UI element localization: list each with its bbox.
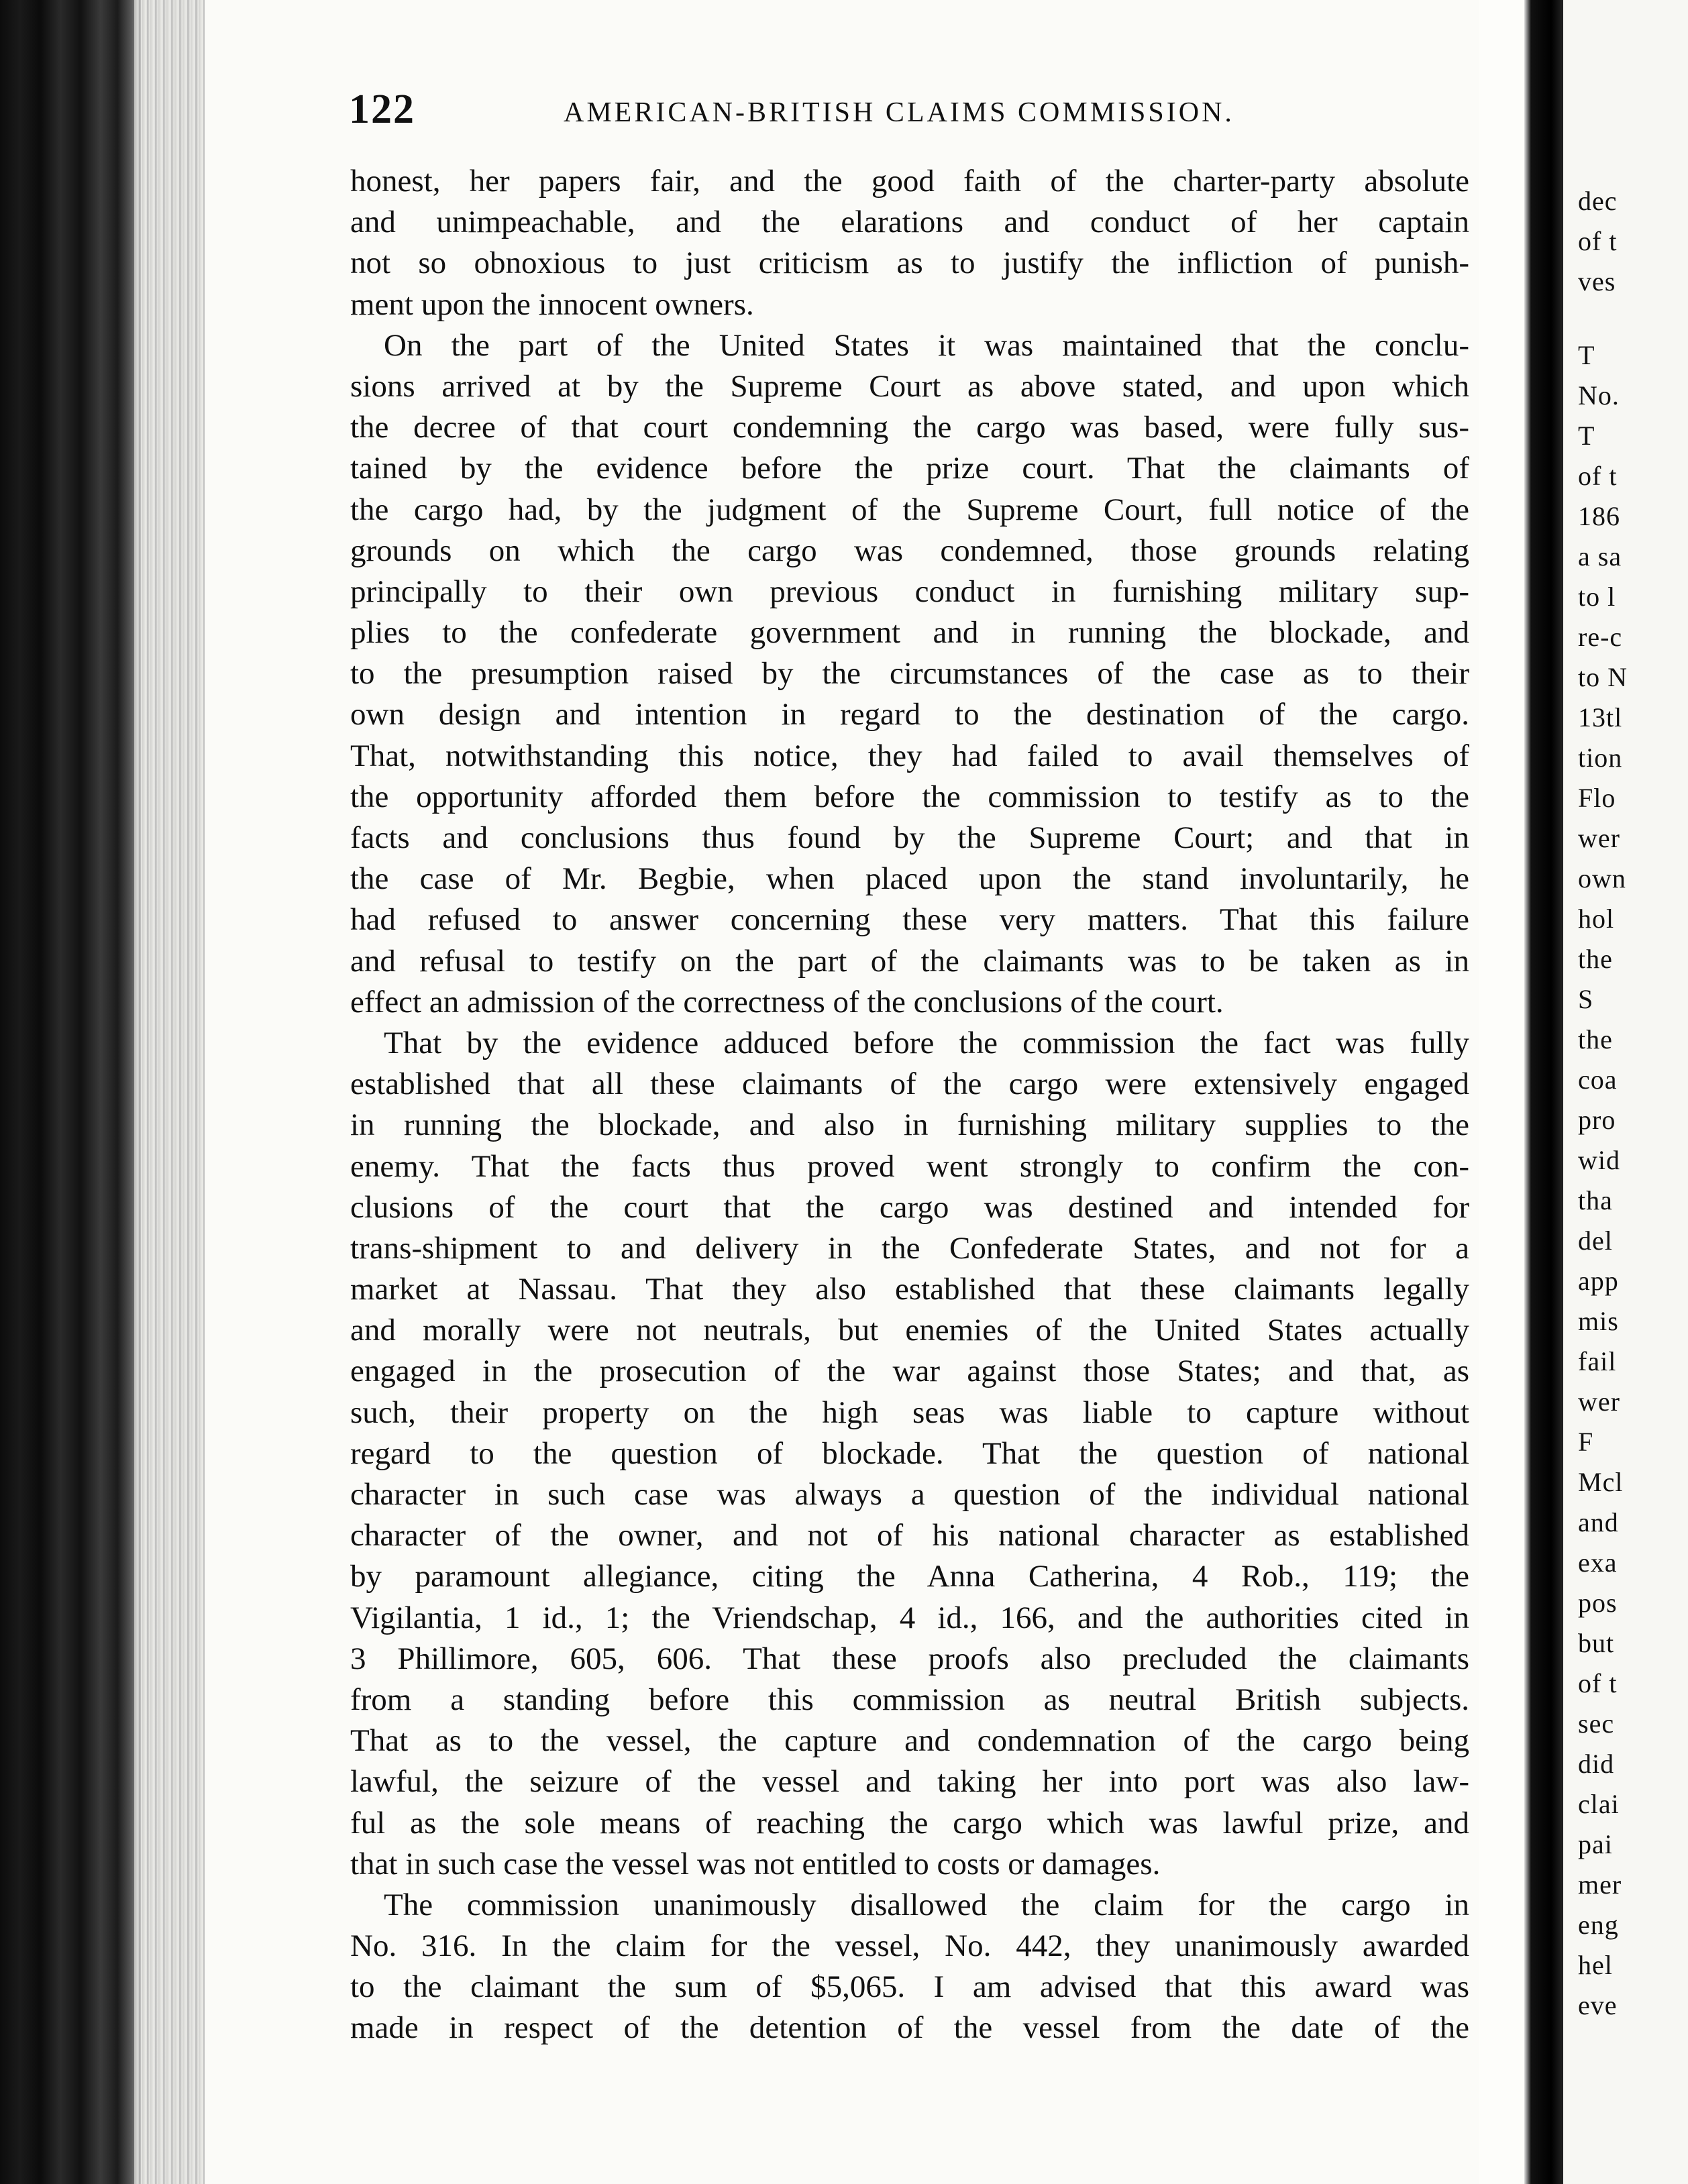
text-line: On the part of the United States it was maintained that the conclu- xyxy=(384,327,1469,363)
text-line: and morally were not neutrals, but enemies of the United States actually xyxy=(350,1313,1469,1348)
running-head xyxy=(349,86,1449,133)
text-line: and unimpeachable, and the elarations and conduct of her captain xyxy=(350,205,1469,240)
text-line: ment upon the innocent owners. xyxy=(350,286,754,322)
text-line: character in such case was always a question of the individual national xyxy=(350,1477,1469,1512)
facing-page-text-fragment: Mcl xyxy=(1578,1467,1624,1497)
text-line: in running the blockade, and also in furnishing military supplies to the xyxy=(350,1107,1469,1143)
text-line: market at Nassau. That they also established that these claimants legally xyxy=(350,1272,1469,1307)
text-line: effect an admission of the correctness of the conclusions of the court. xyxy=(350,984,1224,1020)
facing-page-text-fragment: No. xyxy=(1578,380,1620,411)
facing-page-text-fragment: Flo xyxy=(1578,783,1616,813)
facing-page-text-fragment: exa xyxy=(1578,1547,1618,1578)
facing-page-text-fragment: F xyxy=(1578,1427,1594,1457)
text-line: to the claimant the sum of $5,065. I am advised that this award was xyxy=(350,1969,1469,2005)
facing-page-text-fragment: tion xyxy=(1578,743,1623,773)
facing-page-text-fragment: tha xyxy=(1578,1185,1613,1215)
text-line: own design and intention in regard to the destination of the cargo. xyxy=(350,697,1469,732)
facing-page-text-fragment: app xyxy=(1578,1266,1619,1296)
text-line: ful as the sole means of reaching the cargo which was lawful prize, and xyxy=(350,1805,1469,1841)
facing-page-text-fragment: T xyxy=(1578,421,1595,451)
facing-page-text-fragment: S xyxy=(1578,984,1594,1014)
text-line: plies to the confederate government and in running the blockade, and xyxy=(350,615,1469,651)
text-line: character of the owner, and not of his national character as established xyxy=(350,1518,1469,1553)
text-line: lawful, the seizure of the vessel and taking her into port was also law- xyxy=(350,1764,1469,1800)
text-line: The commission unanimously disallowed the claim for the cargo in xyxy=(384,1887,1469,1922)
facing-page-text-fragment: of t xyxy=(1578,226,1618,256)
facing-page-text-fragment: re-c xyxy=(1578,622,1623,652)
facing-page-text-fragment: pai xyxy=(1578,1829,1613,1859)
text-line: the decree of that court condemning the cargo was based, were fully sus- xyxy=(350,410,1469,445)
text-line: the case of Mr. Begbie, when placed upon the stand involuntarily, he xyxy=(350,861,1469,897)
facing-page-text-fragment: of t xyxy=(1578,1668,1618,1698)
facing-page-text-fragment: wid xyxy=(1578,1145,1620,1175)
facing-page-text-fragment: pos xyxy=(1578,1588,1618,1618)
text-line: tained by the evidence before the prize court. That the claimants of xyxy=(350,451,1469,486)
facing-page-text-fragment: own xyxy=(1578,863,1626,893)
book-binding-edge xyxy=(0,0,141,2184)
text-line: the opportunity afforded them before the commission to testify as to the xyxy=(350,779,1469,814)
text-line: had refused to answer concerning these very matters. That this failure xyxy=(350,902,1469,938)
text-line: principally to their own previous conduct in furnishing military sup- xyxy=(350,574,1469,609)
facing-page-text-fragment: fail xyxy=(1578,1346,1617,1376)
text-line: That by the evidence adduced before the commission the fact was fully xyxy=(384,1025,1469,1060)
facing-page-text-fragment: mer xyxy=(1578,1869,1622,1900)
text-line: established that all these claimants of the cargo were extensively engaged xyxy=(350,1067,1469,1102)
text-line: by paramount allegiance, citing the Anna Catherina, 4 Rob., 119; the xyxy=(350,1559,1469,1594)
text-line: clusions of the court that the cargo was destined and intended for xyxy=(350,1189,1469,1225)
text-line: That as to the vessel, the capture and condemnation of the cargo being xyxy=(350,1723,1469,1759)
facing-page-text-fragment: ves xyxy=(1578,266,1616,296)
running-head-title: AMERICAN-BRITISH CLAIMS COMMISSION. xyxy=(564,97,1234,128)
facing-page-fragment xyxy=(1563,0,1688,2184)
text-line: Vigilantia, 1 id., 1; the Vriendschap, 4 id., 166, and the authorities cited in xyxy=(350,1600,1469,1635)
facing-page-text-fragment: 186 xyxy=(1578,501,1620,531)
facing-page-text-fragment: the xyxy=(1578,1024,1613,1054)
text-line: such, their property on the high seas was liable to capture without xyxy=(350,1395,1469,1430)
text-line: engaged in the prosecution of the war against those States; and that, as xyxy=(350,1354,1469,1389)
facing-page-text-fragment: to N xyxy=(1578,662,1628,692)
facing-page-text-fragment: eve xyxy=(1578,1990,1618,2020)
text-line: No. 316. In the claim for the vessel, No. 442, they unanimously awarded xyxy=(350,1928,1469,1964)
text-line: regard to the question of blockade. That the question of national xyxy=(350,1435,1469,1471)
text-line: from a standing before this commission as neutral British subjects. xyxy=(350,1682,1469,1717)
facing-page-text-fragment: sec xyxy=(1578,1708,1615,1739)
facing-page-text-fragment: did xyxy=(1578,1749,1615,1779)
body-text xyxy=(350,161,1469,2049)
facing-page-text-fragment: mis xyxy=(1578,1306,1619,1336)
page-stack-edges xyxy=(134,0,208,2184)
facing-page-text-fragment: a sa xyxy=(1578,541,1622,571)
facing-page-text-fragment: pro xyxy=(1578,1105,1616,1135)
facing-page-text-fragment: del xyxy=(1578,1225,1613,1256)
text-line: facts and conclusions thus found by the Supreme Court; and that in xyxy=(350,820,1469,855)
text-line: the cargo had, by the judgment of the Supreme Court, full notice of the xyxy=(350,492,1469,527)
facing-page-text-fragment: 13tl xyxy=(1578,702,1623,732)
page-gutter xyxy=(1524,0,1563,2184)
facing-page-text-fragment: eng xyxy=(1578,1910,1619,1940)
text-line: trans-shipment to and delivery in the Confederate States, and not for a xyxy=(350,1230,1469,1266)
facing-page-text-fragment: and xyxy=(1578,1507,1619,1537)
facing-page-text-fragment: hol xyxy=(1578,904,1615,934)
facing-page-text-fragment: dec xyxy=(1578,186,1618,216)
text-line: sions arrived at by the Supreme Court as above stated, and upon which xyxy=(350,368,1469,404)
text-line: honest, her papers fair, and the good faith of the charter-party absolute xyxy=(350,164,1469,199)
facing-page-text-fragment: of t xyxy=(1578,461,1618,491)
facing-page-text-fragment: wer xyxy=(1578,823,1620,853)
text-line: and refusal to testify on the part of the claimants was to be taken as in xyxy=(350,943,1469,979)
text-line: 3 Phillimore, 605, 606. That these proofs also precluded the claimants xyxy=(350,1641,1469,1676)
text-line: grounds on which the cargo was condemned, those grounds relating xyxy=(350,533,1469,568)
facing-page-text-fragment: wer xyxy=(1578,1386,1620,1417)
facing-page-text-fragment: to l xyxy=(1578,582,1616,612)
text-line: to the presumption raised by the circumstances of the case as to their xyxy=(350,656,1469,692)
facing-page-text-fragment: but xyxy=(1578,1628,1615,1658)
facing-page-text-fragment: T xyxy=(1578,340,1595,370)
text-line: that in such case the vessel was not entitled to costs or damages. xyxy=(350,1846,1161,1881)
facing-page-text-fragment: the xyxy=(1578,944,1613,974)
facing-page-text-fragment: clai xyxy=(1578,1789,1620,1819)
page-number: 122 xyxy=(349,87,415,132)
facing-page-text-fragment: hel xyxy=(1578,1950,1613,1980)
text-line: made in respect of the detention of the vessel from the date of the xyxy=(350,2010,1469,2046)
text-line: That, notwithstanding this notice, they had failed to avail themselves of xyxy=(350,738,1469,773)
text-line: not so obnoxious to just criticism as to justify the infliction of punish- xyxy=(350,245,1469,281)
facing-page-text-fragment: coa xyxy=(1578,1064,1618,1095)
text-line: enemy. That the facts thus proved went strongly to confirm the con- xyxy=(350,1148,1469,1184)
